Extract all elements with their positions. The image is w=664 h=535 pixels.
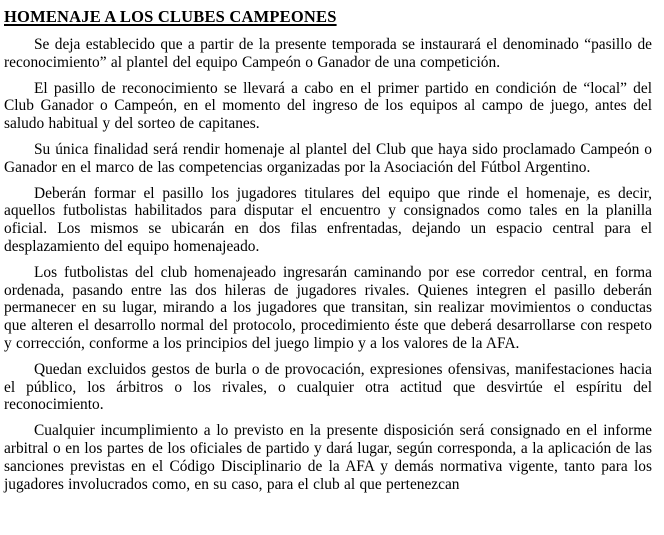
paragraph: El pasillo de reconocimiento se llevará a cabo en el primer partido en condición de “local” del Club Ganador o Campeón, en el momento del ingreso de los equipos al campo de juego, antes del saludo habitual y del sorteo de capitanes. [4, 79, 652, 133]
paragraph: Deberán formar el pasillo los jugadores titulares del equipo que rinde el homenaje, es decir, aquellos futbolistas habilitados para disputar el encuentro y consignados como tales en la planilla oficial. Los mismos se ubicarán en dos filas enfrentadas, dejando un espacio central para el desplazamiento del equipo homenajeado. [4, 184, 652, 255]
paragraph: Los futbolistas del club homenajeado ingresarán caminando por ese corredor central, en forma ordenada, pasando entre las dos hileras de jugadores rivales. Quienes integren el pasillo deberán permanecer en su lugar, mirando a los jugadores que transitan, sin realizar movimientos o conductas que alteren el desarrollo normal del protocolo, procedimiento éste que deberá desarrollarse con respeto y corrección, conforme a los principios del juego limpio y a los valores de la AFA. [4, 263, 652, 352]
document-title: HOMENAJE A LOS CLUBES CAMPEONES [4, 7, 337, 26]
paragraph: Su única finalidad será rendir homenaje al plantel del Club que haya sido proclamado Campeón o Ganador en el marco de las competencias organizadas por la Asociación del Fútbol Argentino. [4, 140, 652, 176]
paragraph: Quedan excluidos gestos de burla o de provocación, expresiones ofensivas, manifestaciones hacia el público, los árbitros o los rivales, o cualquier otra actitud que desvirtúe el espíritu del reconocimiento. [4, 360, 652, 414]
paragraph: Se deja establecido que a partir de la presente temporada se instaurará el denominado “pasillo de reconocimiento” al plantel del equipo Campeón o Ganador de una competición. [4, 36, 652, 71]
document-body [4, 36, 652, 493]
paragraph: Cualquier incumplimiento a lo previsto en la presente disposición será consignado en el informe arbitral o en los partes de los oficiales de partido y dará lugar, según corresponda, a la aplicación de las sanciones previstas en el Código Disciplinario de la AFA y demás normativa vigente, tanto para los jugadores involucrados como, en su caso, para el club al que pertenezcan [4, 422, 652, 493]
